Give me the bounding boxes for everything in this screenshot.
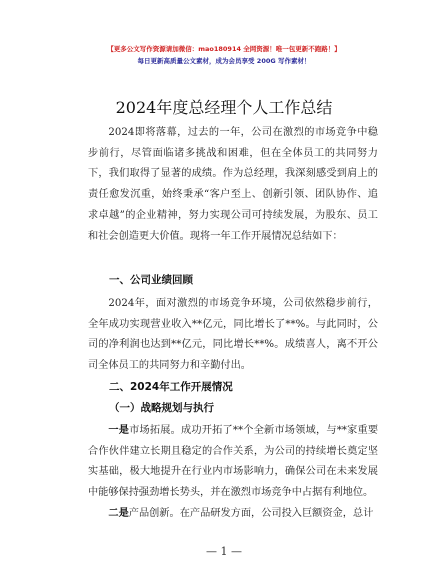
document-title: 2024年度总经理个人工作总结 [115,98,333,117]
paragraph-product-innovation [88,503,378,525]
paragraph-text: 市场拓展。成功开拓了**个全新市场领域，与**家重要合作伙伴建立长期且稳定的合作关系，为公司的持续增长奠定坚实基础，极大地提升在行业内市场影响力，确保公司在未来发展中能够保持强劲增长势头，并在激烈市场竞争中占据有利地位。 [88,425,379,499]
promo-banner-line-1: 【更多公文写作资源请加微信：mao180914 全网资源！唯一包更新不跑路！】 [107,45,341,53]
intro-paragraph: 2024即将落幕，过去的一年，公司在激烈的市场竞争中稳步前行，尽管面临诸多挑战和困难，但在全体员工的共同努力下，我们取得了显著的成绩。作为总经理，我深刻感受到肩上的责任愈发沉重，始终秉承“客户至上、创新引领、团队协作、追求卓越”的企业精神，努力实现公司可持续发展，为股东、员工和社会创造更大价值。现将一年工作开展情况总结如下： [88,127,378,242]
paragraph-text: 产品创新。在产品研发方面，公司投入巨额资金，总计 [128,508,374,519]
promo-banner-line-2: 每日更新高质量公文素材，成为会员享受 200G 写作素材！ [137,57,311,65]
subsection-1-heading: （一）战略规划与执行 [109,402,214,414]
paragraph-market-expansion [88,420,378,504]
section-2-heading: 二、2024年工作开展情况 [109,381,233,393]
paragraph-lead: 二是 [108,507,129,519]
section-1-heading: 一、公司业绩回顾 [109,274,193,286]
section-1-paragraph: 2024年，面对激烈的市场竞争环境，公司依然稳步前行，全年成功实现营业收入**亿元，同比增长了**%。与此同时，公司的净利润也达到**亿元，同比增长**%。成绩喜人，离不开公司全体员工的共同努力和辛勤付出。 [88,298,378,372]
page-number: — 1 — [206,545,242,558]
paragraph-lead: 一是 [108,424,130,436]
